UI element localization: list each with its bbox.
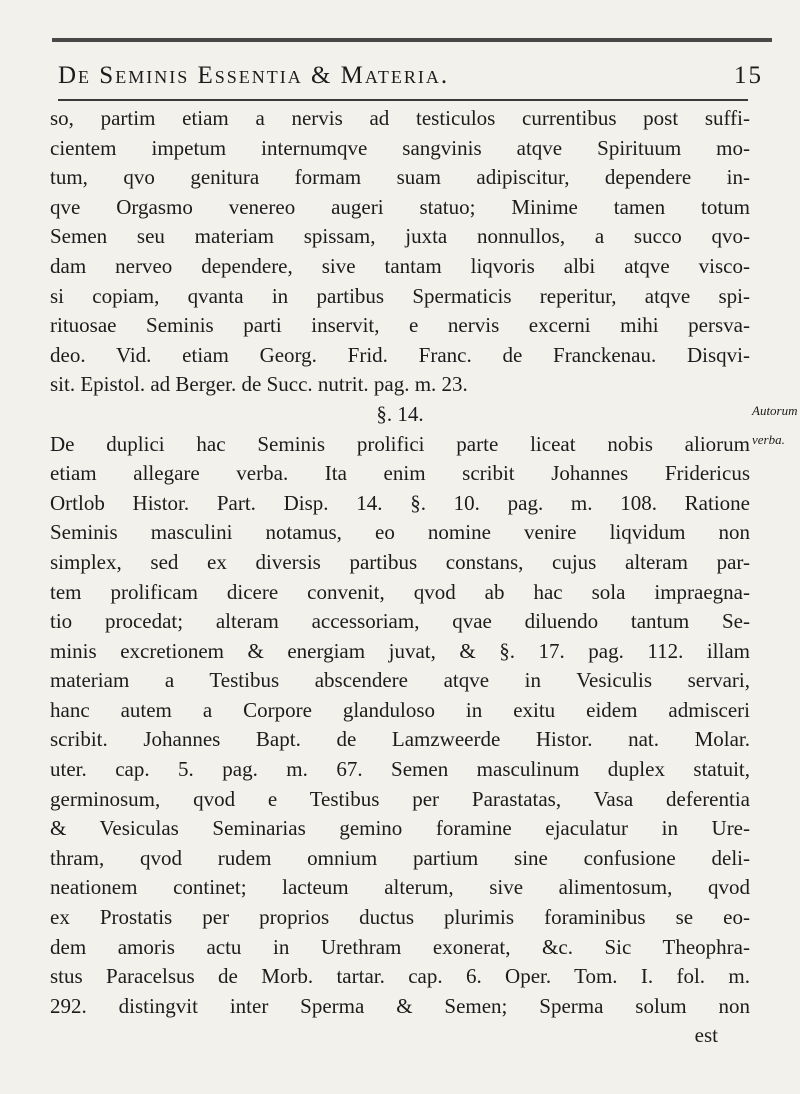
text-line: si copiam, qvanta in partibus Spermaticis reperitur, atqve spi- xyxy=(50,283,750,308)
page-header xyxy=(58,62,798,98)
text-line: stus Paracelsus de Morb. tartar. cap. 6. Oper. Tom. I. fol. m. xyxy=(50,964,750,989)
text-line: etiam allegare verba. Ita enim scribit Johannes Fridericus xyxy=(50,461,750,486)
text-line: scribit. Johannes Bapt. de Lamzweerde Histor. nat. Molar. xyxy=(50,727,750,752)
text-line: qve Orgasmo venereo augeri statuo; Minime tamen totum xyxy=(50,194,750,219)
text-line: materiam a Testibus abscendere atqve in Vesiculis servari, xyxy=(50,668,750,693)
text-line: simplex, sed ex diversis partibus constans, cujus alteram par- xyxy=(50,549,750,574)
text-line: Ortlob Histor. Part. Disp. 14. §. 10. pag. m. 108. Ratione xyxy=(50,490,750,515)
text-line: germinosum, qvod e Testibus per Parastatas, Vasa deferentia xyxy=(50,786,750,811)
text-line: & Vesiculas Seminarias gemino foramine ejaculatur in Ure- xyxy=(50,816,750,841)
text-line: deo. Vid. etiam Georg. Frid. Franc. de Franckenau. Disqvi- xyxy=(50,342,750,367)
text-line: De duplici hac Seminis prolifici parte liceat nobis aliorum xyxy=(50,431,750,456)
text-line: sit. Epistol. ad Berger. de Succ. nutrit. pag. m. 23. xyxy=(50,372,468,397)
text-line: tio procedat; alteram accessoriam, qvae diluendo tantum Se- xyxy=(50,609,750,634)
top-rule xyxy=(52,38,772,42)
body-text xyxy=(50,104,750,1051)
text-line: minis excretionem & energiam juvat, & §. 17. pag. 112. illam xyxy=(50,638,750,663)
text-line: ex Prostatis per proprios ductus plurimis foraminibus se eo- xyxy=(50,905,750,930)
text-line: rituosae Seminis parti inservit, e nervis excerni mihi persva- xyxy=(50,313,750,338)
text-line: thram, qvod rudem omnium partium sine confusione deli- xyxy=(50,845,750,870)
margin-note: verba. xyxy=(752,432,785,447)
text-line: uter. cap. 5. pag. m. 67. Semen masculinum duplex statuit, xyxy=(50,757,750,782)
header-rule xyxy=(58,99,748,101)
page-number: 15 xyxy=(734,62,763,89)
text-line: so, partim etiam a nervis ad testiculos currentibus post suffi- xyxy=(50,106,750,130)
text-line: tum, qvo genitura formam suam adipiscitur, dependere in- xyxy=(50,165,750,190)
text-line: cientem impetum internumqve sangvinis atqve Spirituum mo- xyxy=(50,135,750,160)
text-line: hanc autem a Corpore glanduloso in exitu eidem admisceri xyxy=(50,697,750,722)
text-line: Seminis masculini notamus, eo nomine venire liqvidum non xyxy=(50,520,750,545)
margin-note: Autorum xyxy=(752,403,798,418)
section-number: §. 14. xyxy=(376,401,424,426)
text-line: tem prolificam dicere convenit, qvod ab hac sola impraegna- xyxy=(50,579,750,604)
text-line: neationem continet; lacteum alterum, sive alimentosum, qvod xyxy=(50,875,750,900)
running-title: De Seminis Essentia & Materia. xyxy=(58,62,450,89)
text-line: dam nerveo dependere, sive tantam liqvoris albi atqve visco- xyxy=(50,253,750,278)
text-line: Semen seu materiam spissam, juxta nonnullos, a succo qvo- xyxy=(50,224,750,249)
catchword: est xyxy=(694,1023,718,1048)
text-line: dem amoris actu in Urethram exonerat, &c. Sic Theophra- xyxy=(50,934,750,959)
text-line: 292. distingvit inter Sperma & Semen; Sperma solum non xyxy=(50,993,750,1018)
